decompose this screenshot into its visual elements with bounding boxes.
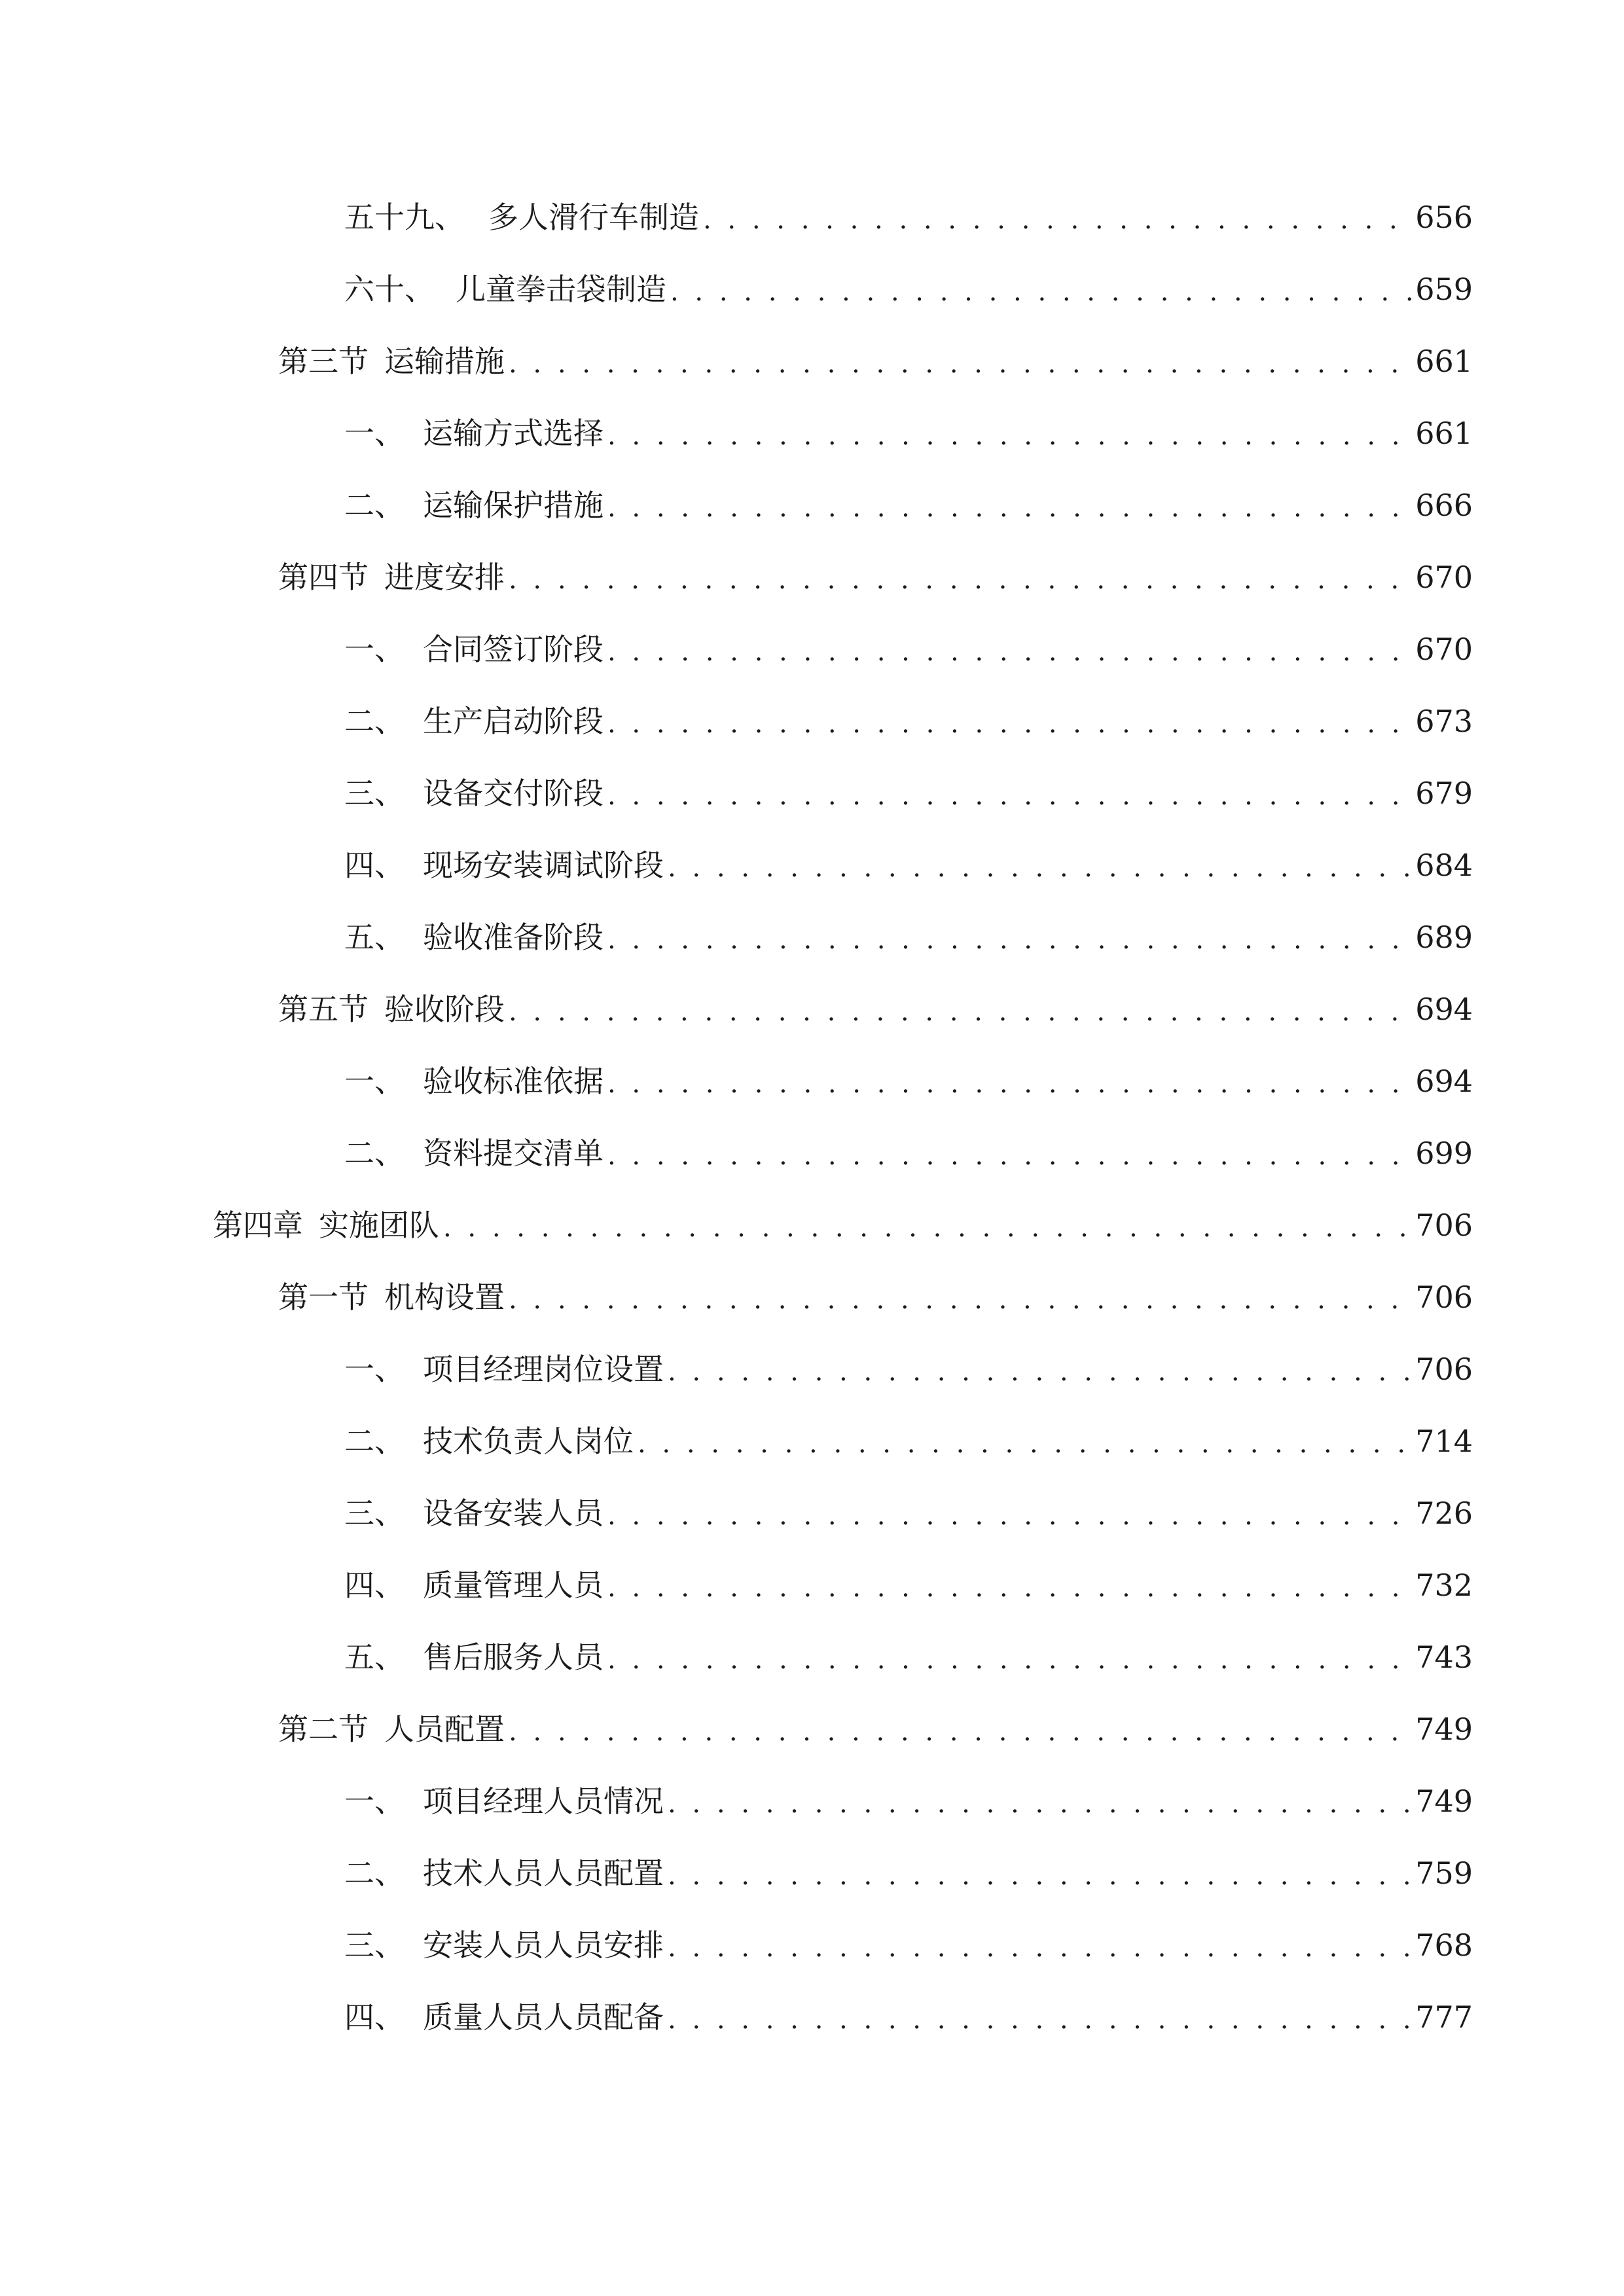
toc-dot-leader: [607, 1130, 1411, 1182]
toc-entry[interactable]: [0, 1055, 1624, 1107]
toc-entry-number: 二、: [344, 488, 405, 523]
toc-entry[interactable]: [0, 983, 1624, 1035]
toc-entry-number: 六十、: [344, 272, 435, 307]
toc-entry-number: 四、: [344, 2000, 405, 2035]
toc-dot-leader: [607, 482, 1411, 534]
toc-entry-title: 运输方式选择: [423, 416, 604, 451]
toc-entry-title: 项目经理岗位设置: [423, 1352, 664, 1387]
toc-dot-leader: [668, 1850, 1411, 1902]
toc-entry-number: 一、: [344, 1352, 405, 1387]
toc-entry-number: 一、: [344, 1784, 405, 1819]
toc-page-number: 749: [1415, 1784, 1473, 1819]
toc-entry[interactable]: [0, 1487, 1624, 1539]
toc-entry-number: 第四节: [278, 560, 369, 595]
toc-entry[interactable]: [0, 1775, 1624, 1827]
toc-page-number: 689: [1415, 920, 1473, 955]
toc-entry-number: 五、: [344, 1640, 405, 1675]
toc-entry[interactable]: [0, 1271, 1624, 1323]
toc-entry-number: 一、: [344, 632, 405, 667]
toc-entry[interactable]: [0, 1919, 1624, 1971]
toc-dot-leader: [668, 1778, 1411, 1830]
toc-dot-leader: [607, 770, 1411, 822]
toc-entry-title: 运输保护措施: [423, 488, 604, 523]
toc-entry[interactable]: [0, 479, 1624, 531]
toc-entry-title: 进度安排: [384, 560, 505, 595]
toc-dot-leader: [668, 1994, 1411, 2046]
toc-dot-leader: [607, 1562, 1411, 1614]
toc-entry[interactable]: [0, 1415, 1624, 1467]
toc-entry-number: 二、: [344, 1424, 405, 1459]
toc-page-number: 679: [1415, 776, 1473, 811]
toc-dot-leader: [607, 1490, 1411, 1542]
toc-entry[interactable]: [0, 623, 1624, 675]
toc-entry-number: 一、: [344, 1064, 405, 1099]
toc-entry-title: 质量管理人员: [423, 1568, 604, 1603]
toc-dot-leader: [509, 1274, 1411, 1326]
toc-page-number: 706: [1415, 1352, 1473, 1387]
toc-entry-title: 多人滑行车制造: [488, 200, 699, 235]
toc-entry-title: 资料提交清单: [423, 1136, 604, 1171]
toc-entry[interactable]: [0, 1559, 1624, 1611]
toc-entry-number: 二、: [344, 1856, 405, 1891]
toc-entry-title: 生产启动阶段: [423, 704, 604, 739]
toc-page-number: 666: [1415, 488, 1473, 523]
toc-page-number: 743: [1415, 1640, 1473, 1675]
toc-entry-title: 机构设置: [384, 1280, 505, 1315]
toc-page-number: 699: [1415, 1136, 1473, 1171]
toc-entry[interactable]: [0, 263, 1624, 315]
toc-page-number: 670: [1415, 632, 1473, 667]
toc-dot-leader: [607, 1058, 1411, 1110]
toc-page-number: 726: [1415, 1496, 1473, 1531]
toc-entry-number: 五、: [344, 920, 405, 955]
toc-entry-number: 第五节: [278, 992, 369, 1027]
toc-entry-title: 设备安装人员: [423, 1496, 604, 1531]
toc-dot-leader: [509, 554, 1411, 606]
toc-entry[interactable]: [0, 1343, 1624, 1395]
toc-page-number: 732: [1415, 1568, 1473, 1603]
toc-page-number: 777: [1415, 2000, 1473, 2035]
toc-entry[interactable]: [0, 1847, 1624, 1899]
toc-entry[interactable]: [0, 695, 1624, 747]
toc-entry-title: 验收准备阶段: [423, 920, 604, 955]
toc-dot-leader: [509, 986, 1411, 1038]
toc-entry[interactable]: [0, 551, 1624, 603]
toc-dot-leader: [668, 1922, 1411, 1974]
toc-entry-number: 第三节: [278, 344, 369, 379]
toc-page-number: 673: [1415, 704, 1473, 739]
toc-entry-number: 二、: [344, 1136, 405, 1171]
toc-page-number: 656: [1415, 200, 1473, 235]
toc-page-number: 694: [1415, 992, 1473, 1027]
toc-entry-title: 现场安装调试阶段: [423, 848, 664, 883]
toc-entry[interactable]: [0, 407, 1624, 459]
toc-entry-title: 验收阶段: [384, 992, 505, 1027]
toc-entry[interactable]: [0, 839, 1624, 891]
toc-dot-leader: [638, 1418, 1411, 1470]
toc-entry-title: 售后服务人员: [423, 1640, 604, 1675]
toc-entry[interactable]: [0, 1199, 1624, 1251]
toc-entry[interactable]: [0, 1127, 1624, 1179]
toc-page-number: 661: [1415, 344, 1473, 379]
toc-entry-title: 人员配置: [384, 1712, 505, 1747]
toc-dot-leader: [607, 626, 1411, 678]
toc-dot-leader: [443, 1202, 1411, 1254]
toc-page-number: 706: [1415, 1280, 1473, 1315]
toc-page-number: 706: [1415, 1208, 1473, 1243]
toc-entry-number: 一、: [344, 416, 405, 451]
toc-page-number: 661: [1415, 416, 1473, 451]
toc-dot-leader: [670, 266, 1411, 318]
toc-dot-leader: [509, 1706, 1411, 1758]
toc-dot-leader: [607, 1634, 1411, 1686]
toc-page-number: 768: [1415, 1928, 1473, 1963]
toc-page-number: 670: [1415, 560, 1473, 595]
toc-entry[interactable]: [0, 1991, 1624, 2043]
toc-page-number: 749: [1415, 1712, 1473, 1747]
toc-dot-leader: [703, 194, 1411, 246]
toc-entry-title: 实施团队: [319, 1208, 439, 1243]
toc-entry-number: 第一节: [278, 1280, 369, 1315]
toc-dot-leader: [607, 410, 1411, 462]
toc-entry[interactable]: [0, 191, 1624, 243]
toc-dot-leader: [668, 1346, 1411, 1398]
toc-entry[interactable]: [0, 1631, 1624, 1683]
toc-entry-title: 运输措施: [384, 344, 505, 379]
toc-page-number: 759: [1415, 1856, 1473, 1891]
toc-entry-title: 设备交付阶段: [423, 776, 604, 811]
toc-entry-number: 二、: [344, 704, 405, 739]
toc-dot-leader: [607, 698, 1411, 750]
toc-entry-number: 四、: [344, 1568, 405, 1603]
toc-entry-number: 三、: [344, 776, 405, 811]
toc-page-number: 659: [1415, 272, 1473, 307]
toc-entry-title: 技术人员人员配置: [423, 1856, 664, 1891]
toc-entry[interactable]: [0, 335, 1624, 387]
toc-dot-leader: [607, 914, 1411, 966]
toc-entry-title: 质量人员人员配备: [423, 2000, 664, 2035]
toc-entry-number: 三、: [344, 1496, 405, 1531]
toc-entry-number: 五十九、: [344, 200, 465, 235]
toc-entry-title: 安装人员人员安排: [423, 1928, 664, 1963]
toc-entry[interactable]: [0, 911, 1624, 963]
toc-entry-title: 技术负责人岗位: [423, 1424, 634, 1459]
toc-entry-title: 项目经理人员情况: [423, 1784, 664, 1819]
toc-entry-number: 第四章: [213, 1208, 303, 1243]
toc-dot-leader: [668, 842, 1411, 894]
toc-entry-title: 验收标准依据: [423, 1064, 604, 1099]
toc-entry[interactable]: [0, 1703, 1624, 1755]
toc-entry-title: 儿童拳击袋制造: [456, 272, 666, 307]
toc-entry[interactable]: [0, 767, 1624, 819]
toc-entry-title: 合同签订阶段: [423, 632, 604, 667]
toc-page-number: 714: [1415, 1424, 1473, 1459]
toc-entry-number: 四、: [344, 848, 405, 883]
toc-page-number: 684: [1415, 848, 1473, 883]
toc-entry-number: 三、: [344, 1928, 405, 1963]
toc-dot-leader: [509, 338, 1411, 390]
toc-entry-number: 第二节: [278, 1712, 369, 1747]
toc-page-number: 694: [1415, 1064, 1473, 1099]
